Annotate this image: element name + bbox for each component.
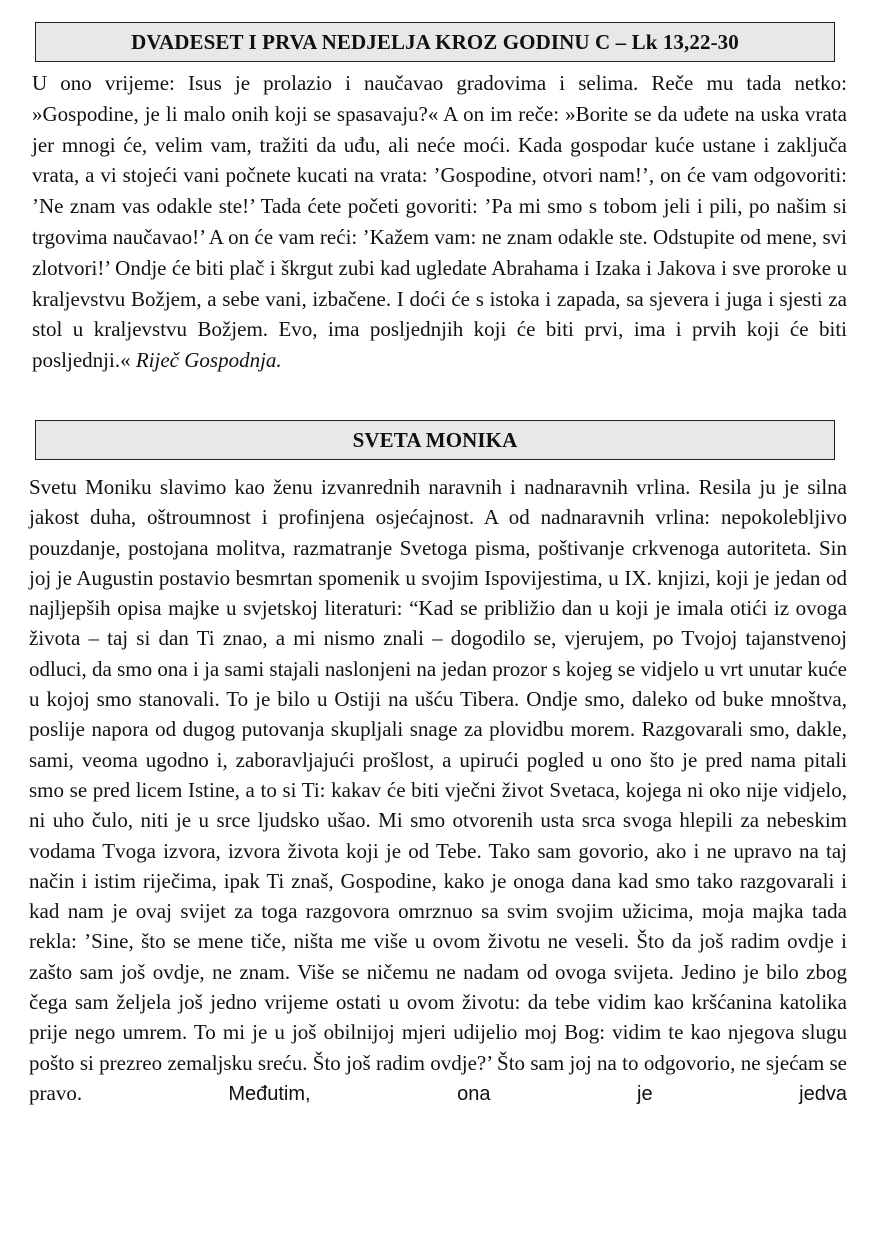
saint-heading: SVETA MONIKA: [35, 420, 835, 460]
saint-article-tail: Međutim, ona je jedva: [228, 1082, 847, 1105]
gospel-reading-text: U ono vrijeme: Isus je prolazio i naučavao gradovima i selima. Reče mu tada netko: »Gospodine, je li malo onih koji se spasavaju?« A on im reče: »Borite se da uđete na uska vrata jer mnogi će, velim vam, tražiti da uđu, ali neće moći. Kada gospodar kuće ustane i zaključa vrata, a vi stojeći vani počnete kucati na vrata: ’Gospodine, otvori nam!’, on će vam odgovoriti: ’Ne znam vas odakle ste!’ Tada ćete početi govoriti: ’Pa mi smo s tobom jeli i pili, po našim si trgovima naučavao!’ A on će vam reći: ’Kažem vam: ne znam odakle ste. Odstupite od mene, svi zlotvori!’ Ondje će biti plač i škrgut zubi kad ugledate Abrahama i Izaka i Jakova i sve proroke u kraljevstvu Božjem, a sebe vani, izbačene. I doći će s istoka i zapada, sa sjevera i juga i sjesti za stol u kraljevstvu Božjem. Evo, ima posljednjih koji će biti prvi, ima i prvih koji će biti posljednji.«: [32, 71, 847, 373]
saint-article-text: Svetu Moniku slavimo kao ženu izvanrednih naravnih i nadnaravnih vrlina. Resila ju je silna jakost duha, oštroumnost i profinjena osjećajnost. A od nadnaravnih vrlina: nepokolebljivo pouzdanje, postojana molitva, razmatranje Svetoga pisma, poštivanje crkvenoga autoriteta. Sin joj je Augustin postavio besmrtan spomenik u svojim Ispovijestima, u IX. knjizi, koji je jedan od najljepših opisa majke u svjetskoj literaturi: “Kad se približio dan u koji je imala otići iz ovoga života – taj si dan Ti znao, a mi nismo znali – dogodilo se, vjerujem, po Tvojoj tajanstvenoj odluci, da smo ona i ja sami stajali naslonjeni na jedan prozor s kojeg se vidjelo u vrt unutar kuće u kojoj smo stanovali. To je bilo u Ostiji na ušću Tibera. Ondje smo, daleko od buke mnoštva, poslije napora od dugog putovanja skupljali snage za plovidbu morem. Razgovarali smo, dakle, sami, veoma ugodno i, zaboravljajući prošlost, a upirući pogled u ono što je pred nama pitali smo se pred licem Istine, a to si Ti: kakav će biti vječni život Svetaca, kojega ni oko nije vidjelo, ni uho čulo, niti je u srce ljudsko ušao. Mi smo otvorenih usta srca svoga hlepili za nebeskim vodama Tvoga izvora, izvora života koji je od Tebe. Tako sam govorio, ako i ne upravo na taj način i istim riječima, ipak Ti znaš, Gospodine, kako je onoga dana kad smo tako razgovarali i kad nam je ovaj svijet za toga razgovora omrznuo sa svim svojim užicima, moja majka tada rekla: ’Sine, što se mene tiče, ništa me više u ovom životu ne veseli. Što da još radim ovdje i zašto sam još ovdje, ne znam. Više se ničemu ne nadam od ovoga svijeta. Jedino je bilo zbog čega sam željela još jedno vrijeme ostati u ovom životu: da tebe vidim kao kršćanina katolika prije nego umrem. To mi je u još obilnijoj mjeri udijelio moj Bog: vidim te kao njegova slugu pošto si prezreo zemaljsku sreću. Što još radim ovdje?’ Što sam joj na to odgovorio, ne sjećam se pravo.: [29, 475, 847, 1105]
saint-article: [29, 472, 847, 1109]
gospel-heading: DVADESET I PRVA NEDJELJA KROZ GODINU C – Lk 13,22-30: [35, 22, 835, 62]
gospel-source: Riječ Gospodnja.: [135, 348, 282, 373]
gospel-reading: [32, 68, 847, 376]
